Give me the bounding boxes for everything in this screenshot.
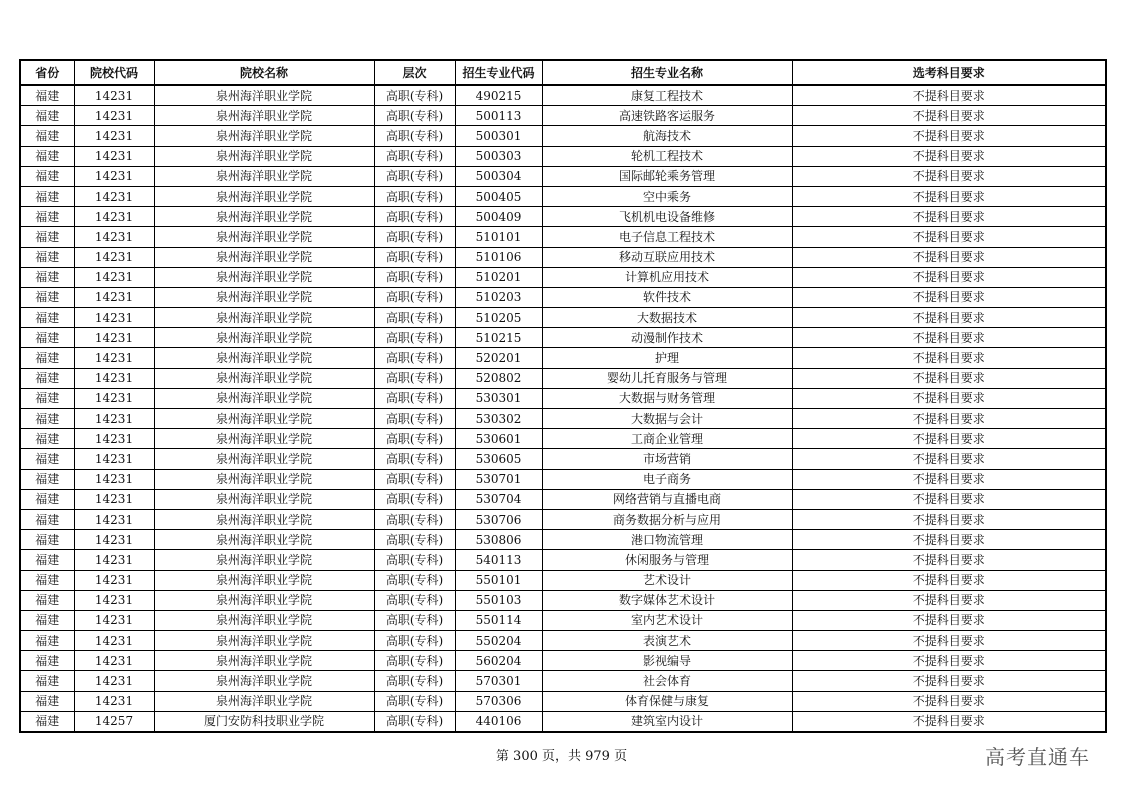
cell-province: 福建 [20,429,74,449]
table-header-row [20,60,1106,85]
cell-subject-requirement: 不提科目要求 [792,207,1106,227]
cell-level: 高职(专科) [374,227,455,247]
cell-school-code: 14231 [74,388,154,408]
cell-major-name: 艺术设计 [542,570,792,590]
cell-subject-requirement: 不提科目要求 [792,227,1106,247]
watermark-logo-text: 高考直通车 [985,745,1090,769]
cell-province: 福建 [20,106,74,126]
cell-major-code: 530704 [455,489,542,509]
cell-province: 福建 [20,530,74,550]
cell-subject-requirement: 不提科目要求 [792,287,1106,307]
cell-level: 高职(专科) [374,651,455,671]
cell-subject-requirement: 不提科目要求 [792,328,1106,348]
page-number: 第 300 页，共 979 页 [495,749,628,764]
table-row [20,610,1106,630]
table-row [20,570,1106,590]
cell-major-name: 移动互联应用技术 [542,247,792,267]
cell-major-name: 空中乘务 [542,186,792,206]
table-row [20,469,1106,489]
table-row [20,691,1106,711]
cell-school-name: 泉州海洋职业学院 [154,550,374,570]
cell-province: 福建 [20,388,74,408]
cell-school-code: 14231 [74,186,154,206]
cell-school-name: 泉州海洋职业学院 [154,409,374,429]
table-row [20,146,1106,166]
cell-level: 高职(专科) [374,590,455,610]
cell-province: 福建 [20,489,74,509]
cell-school-code: 14231 [74,126,154,146]
cell-level: 高职(专科) [374,469,455,489]
cell-level: 高职(专科) [374,530,455,550]
cell-major-code: 530302 [455,409,542,429]
cell-major-code: 510201 [455,267,542,287]
cell-subject-requirement: 不提科目要求 [792,409,1106,429]
cell-level: 高职(专科) [374,388,455,408]
cell-school-name: 泉州海洋职业学院 [154,247,374,267]
cell-level: 高职(专科) [374,570,455,590]
cell-school-name: 泉州海洋职业学院 [154,469,374,489]
cell-major-code: 510106 [455,247,542,267]
cell-level: 高职(专科) [374,368,455,388]
cell-school-code: 14231 [74,207,154,227]
cell-province: 福建 [20,409,74,429]
cell-subject-requirement: 不提科目要求 [792,469,1106,489]
cell-major-code: 500113 [455,106,542,126]
cell-school-code: 14231 [74,287,154,307]
cell-major-code: 500303 [455,146,542,166]
cell-subject-requirement: 不提科目要求 [792,126,1106,146]
cell-subject-requirement: 不提科目要求 [792,186,1106,206]
cell-province: 福建 [20,227,74,247]
cell-level: 高职(专科) [374,489,455,509]
cell-province: 福建 [20,267,74,287]
cell-major-code: 540113 [455,550,542,570]
cell-major-name: 国际邮轮乘务管理 [542,166,792,186]
cell-major-name: 大数据技术 [542,308,792,328]
cell-subject-requirement: 不提科目要求 [792,570,1106,590]
cell-major-name: 大数据与会计 [542,409,792,429]
cell-major-name: 电子信息工程技术 [542,227,792,247]
cell-level: 高职(专科) [374,711,455,732]
cell-major-code: 510203 [455,287,542,307]
cell-major-code: 500405 [455,186,542,206]
cell-subject-requirement: 不提科目要求 [792,691,1106,711]
cell-school-code: 14231 [74,429,154,449]
cell-province: 福建 [20,308,74,328]
cell-school-code: 14231 [74,328,154,348]
cell-school-code: 14231 [74,308,154,328]
cell-major-name: 影视编导 [542,651,792,671]
cell-major-code: 500301 [455,126,542,146]
cell-major-code: 550103 [455,590,542,610]
cell-level: 高职(专科) [374,691,455,711]
cell-major-code: 530605 [455,449,542,469]
cell-school-name: 泉州海洋职业学院 [154,570,374,590]
cell-province: 福建 [20,186,74,206]
table-row [20,227,1106,247]
cell-major-code: 530301 [455,388,542,408]
cell-school-name: 泉州海洋职业学院 [154,186,374,206]
table-row [20,85,1106,106]
cell-province: 福建 [20,691,74,711]
cell-major-code: 510205 [455,308,542,328]
cell-province: 福建 [20,287,74,307]
cell-province: 福建 [20,146,74,166]
table-row [20,711,1106,732]
cell-school-name: 厦门安防科技职业学院 [154,711,374,732]
cell-province: 福建 [20,126,74,146]
cell-level: 高职(专科) [374,550,455,570]
cell-major-name: 航海技术 [542,126,792,146]
cell-major-name: 网络营销与直播电商 [542,489,792,509]
cell-school-name: 泉州海洋职业学院 [154,146,374,166]
cell-major-name: 工商企业管理 [542,429,792,449]
cell-major-name: 室内艺术设计 [542,610,792,630]
cell-major-code: 510215 [455,328,542,348]
table-row [20,671,1106,691]
cell-major-code: 530701 [455,469,542,489]
table-row [20,631,1106,651]
cell-school-code: 14231 [74,570,154,590]
cell-level: 高职(专科) [374,166,455,186]
cell-major-name: 表演艺术 [542,631,792,651]
cell-major-name: 计算机应用技术 [542,267,792,287]
cell-major-code: 550114 [455,610,542,630]
cell-school-name: 泉州海洋职业学院 [154,509,374,529]
cell-level: 高职(专科) [374,348,455,368]
cell-school-name: 泉州海洋职业学院 [154,227,374,247]
cell-school-name: 泉州海洋职业学院 [154,348,374,368]
cell-level: 高职(专科) [374,308,455,328]
cell-school-code: 14231 [74,489,154,509]
table-row [20,509,1106,529]
cell-level: 高职(专科) [374,106,455,126]
cell-school-code: 14231 [74,368,154,388]
cell-subject-requirement: 不提科目要求 [792,651,1106,671]
table-row [20,207,1106,227]
header-school-name: 院校名称 [154,60,374,85]
table-row [20,308,1106,328]
cell-major-code: 520802 [455,368,542,388]
table-row [20,449,1106,469]
cell-school-name: 泉州海洋职业学院 [154,267,374,287]
cell-school-name: 泉州海洋职业学院 [154,207,374,227]
cell-province: 福建 [20,85,74,106]
header-level: 层次 [374,60,455,85]
cell-major-code: 530706 [455,509,542,529]
cell-subject-requirement: 不提科目要求 [792,449,1106,469]
cell-province: 福建 [20,449,74,469]
cell-level: 高职(专科) [374,409,455,429]
cell-major-name: 商务数据分析与应用 [542,509,792,529]
cell-school-code: 14231 [74,449,154,469]
cell-level: 高职(专科) [374,671,455,691]
cell-major-name: 康复工程技术 [542,85,792,106]
cell-subject-requirement: 不提科目要求 [792,489,1106,509]
cell-province: 福建 [20,570,74,590]
cell-level: 高职(专科) [374,85,455,106]
cell-subject-requirement: 不提科目要求 [792,509,1106,529]
table-row [20,530,1106,550]
cell-school-name: 泉州海洋职业学院 [154,106,374,126]
table-row [20,186,1106,206]
cell-province: 福建 [20,711,74,732]
cell-subject-requirement: 不提科目要求 [792,85,1106,106]
cell-school-name: 泉州海洋职业学院 [154,166,374,186]
cell-school-code: 14231 [74,166,154,186]
cell-school-code: 14257 [74,711,154,732]
cell-major-code: 530601 [455,429,542,449]
cell-school-code: 14231 [74,227,154,247]
cell-major-name: 软件技术 [542,287,792,307]
cell-major-code: 510101 [455,227,542,247]
cell-level: 高职(专科) [374,631,455,651]
cell-school-name: 泉州海洋职业学院 [154,328,374,348]
cell-major-name: 护理 [542,348,792,368]
cell-major-name: 电子商务 [542,469,792,489]
cell-subject-requirement: 不提科目要求 [792,429,1106,449]
cell-school-code: 14231 [74,691,154,711]
cell-level: 高职(专科) [374,207,455,227]
cell-province: 福建 [20,348,74,368]
table-row [20,651,1106,671]
cell-major-name: 体育保健与康复 [542,691,792,711]
cell-school-code: 14231 [74,348,154,368]
cell-province: 福建 [20,247,74,267]
table-row [20,409,1106,429]
table-row [20,429,1106,449]
table-row [20,368,1106,388]
cell-major-code: 550204 [455,631,542,651]
cell-major-code: 500409 [455,207,542,227]
cell-subject-requirement: 不提科目要求 [792,106,1106,126]
cell-major-name: 港口物流管理 [542,530,792,550]
cell-major-code: 560204 [455,651,542,671]
table-row [20,247,1106,267]
cell-province: 福建 [20,651,74,671]
table-row [20,489,1106,509]
cell-major-name: 婴幼儿托育服务与管理 [542,368,792,388]
cell-level: 高职(专科) [374,247,455,267]
cell-school-code: 14231 [74,671,154,691]
cell-subject-requirement: 不提科目要求 [792,610,1106,630]
cell-major-code: 530806 [455,530,542,550]
cell-school-code: 14231 [74,590,154,610]
cell-school-code: 14231 [74,651,154,671]
cell-level: 高职(专科) [374,186,455,206]
table-row [20,348,1106,368]
cell-major-name: 市场营销 [542,449,792,469]
cell-school-code: 14231 [74,146,154,166]
cell-province: 福建 [20,509,74,529]
cell-school-name: 泉州海洋职业学院 [154,590,374,610]
cell-major-name: 飞机机电设备维修 [542,207,792,227]
table-row [20,166,1106,186]
header-school-code: 院校代码 [74,60,154,85]
cell-school-name: 泉州海洋职业学院 [154,368,374,388]
cell-level: 高职(专科) [374,328,455,348]
cell-province: 福建 [20,610,74,630]
cell-major-code: 550101 [455,570,542,590]
cell-subject-requirement: 不提科目要求 [792,368,1106,388]
cell-major-code: 570301 [455,671,542,691]
cell-school-code: 14231 [74,247,154,267]
cell-school-name: 泉州海洋职业学院 [154,489,374,509]
cell-subject-requirement: 不提科目要求 [792,348,1106,368]
cell-school-name: 泉州海洋职业学院 [154,631,374,651]
cell-major-code: 520201 [455,348,542,368]
cell-school-name: 泉州海洋职业学院 [154,388,374,408]
cell-school-name: 泉州海洋职业学院 [154,126,374,146]
cell-school-code: 14231 [74,550,154,570]
cell-major-name: 建筑室内设计 [542,711,792,732]
cell-major-code: 500304 [455,166,542,186]
cell-school-name: 泉州海洋职业学院 [154,610,374,630]
table-row [20,106,1106,126]
cell-school-name: 泉州海洋职业学院 [154,449,374,469]
cell-school-code: 14231 [74,409,154,429]
cell-major-name: 动漫制作技术 [542,328,792,348]
admission-table [19,59,1107,733]
cell-school-name: 泉州海洋职业学院 [154,287,374,307]
cell-subject-requirement: 不提科目要求 [792,711,1106,732]
cell-major-code: 440106 [455,711,542,732]
cell-major-name: 社会体育 [542,671,792,691]
cell-major-name: 大数据与财务管理 [542,388,792,408]
cell-school-name: 泉州海洋职业学院 [154,308,374,328]
header-subject-requirement: 选考科目要求 [792,60,1106,85]
cell-subject-requirement: 不提科目要求 [792,146,1106,166]
cell-level: 高职(专科) [374,610,455,630]
cell-major-name: 数字媒体艺术设计 [542,590,792,610]
cell-province: 福建 [20,671,74,691]
cell-school-name: 泉州海洋职业学院 [154,691,374,711]
cell-subject-requirement: 不提科目要求 [792,166,1106,186]
cell-subject-requirement: 不提科目要求 [792,267,1106,287]
cell-province: 福建 [20,590,74,610]
cell-subject-requirement: 不提科目要求 [792,308,1106,328]
cell-major-code: 490215 [455,85,542,106]
table-row [20,287,1106,307]
cell-subject-requirement: 不提科目要求 [792,631,1106,651]
cell-level: 高职(专科) [374,267,455,287]
header-province: 省份 [20,60,74,85]
table-row [20,590,1106,610]
cell-school-code: 14231 [74,610,154,630]
cell-school-name: 泉州海洋职业学院 [154,530,374,550]
cell-level: 高职(专科) [374,509,455,529]
cell-level: 高职(专科) [374,449,455,469]
cell-major-name: 休闲服务与管理 [542,550,792,570]
table-row [20,550,1106,570]
cell-level: 高职(专科) [374,126,455,146]
cell-major-name: 高速铁路客运服务 [542,106,792,126]
cell-province: 福建 [20,550,74,570]
cell-school-code: 14231 [74,469,154,489]
table-row [20,267,1106,287]
cell-subject-requirement: 不提科目要求 [792,388,1106,408]
cell-school-code: 14231 [74,267,154,287]
cell-level: 高职(专科) [374,287,455,307]
header-major-code: 招生专业代码 [455,60,542,85]
cell-province: 福建 [20,631,74,651]
cell-province: 福建 [20,328,74,348]
cell-major-code: 570306 [455,691,542,711]
table-row [20,388,1106,408]
cell-school-code: 14231 [74,530,154,550]
cell-province: 福建 [20,207,74,227]
cell-school-code: 14231 [74,631,154,651]
cell-school-name: 泉州海洋职业学院 [154,651,374,671]
cell-subject-requirement: 不提科目要求 [792,671,1106,691]
cell-subject-requirement: 不提科目要求 [792,247,1106,267]
cell-school-code: 14231 [74,106,154,126]
cell-level: 高职(专科) [374,146,455,166]
cell-subject-requirement: 不提科目要求 [792,550,1106,570]
cell-major-name: 轮机工程技术 [542,146,792,166]
cell-subject-requirement: 不提科目要求 [792,590,1106,610]
cell-subject-requirement: 不提科目要求 [792,530,1106,550]
cell-province: 福建 [20,469,74,489]
table-row [20,328,1106,348]
cell-school-name: 泉州海洋职业学院 [154,671,374,691]
table-body [20,85,1106,732]
cell-province: 福建 [20,166,74,186]
cell-school-code: 14231 [74,85,154,106]
table-row [20,126,1106,146]
cell-school-code: 14231 [74,509,154,529]
cell-school-name: 泉州海洋职业学院 [154,429,374,449]
cell-school-name: 泉州海洋职业学院 [154,85,374,106]
header-major-name: 招生专业名称 [542,60,792,85]
cell-province: 福建 [20,368,74,388]
cell-level: 高职(专科) [374,429,455,449]
